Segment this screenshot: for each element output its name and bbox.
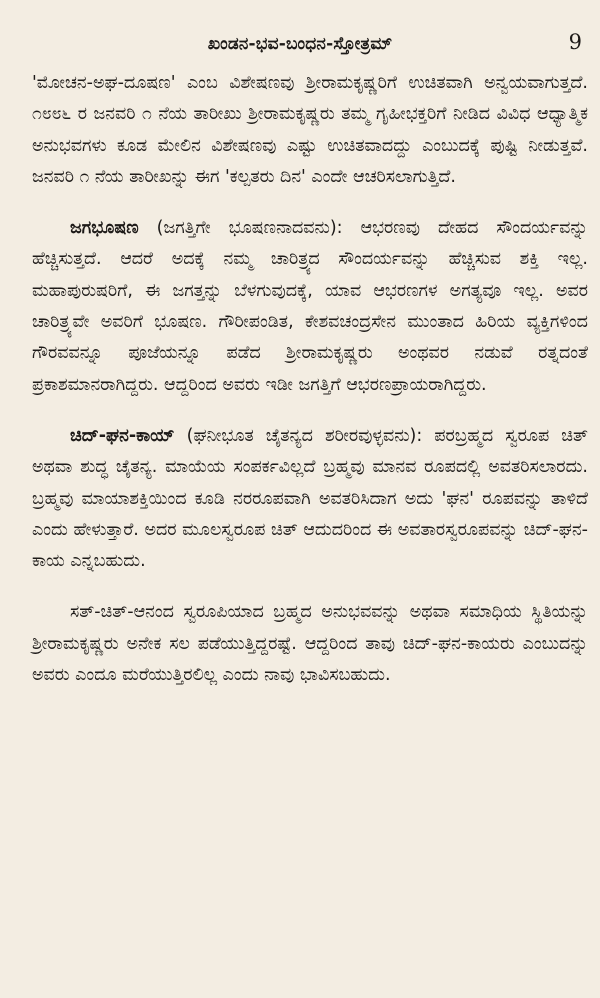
paragraph-text: 'ಮೋಚನ-ಅಘ-ದೂಷಣ' ಎಂಬ ವಿಶೇಷಣವು ಶ್ರೀರಾಮಕೃಷ್ಣರಿಗೆ ಉಚಿತವಾಗಿ ಅನ್ವಯವಾಗುತ್ತದೆ. ೧೮೮೬ ರ ಜನವರಿ ೧ ನೆಯ ತಾರೀಖು ಶ್ರೀರಾಮಕೃಷ್ಣರು ತಮ್ಮ ಗೃಹೀಭಕ್ತರಿಗೆ ನೀಡಿದ ವಿವಿಧ ಆಧ್ಯಾತ್ಮಿಕ ಅನುಭವಗಳು ಕೂಡ ಮೇಲಿನ ವಿಶೇಷಣವು ಎಷ್ಟು ಉಚಿತವಾದದ್ದು ಎಂಬುದಕ್ಕೆ ಪುಷ್ಟಿ ನೀಡುತ್ತವೆ. ಜನವರಿ ೧ ನೆಯ ತಾರೀಖನ್ನು ಈಗ 'ಕಲ್ಪತರು ದಿನ' ಎಂದೇ ಆಚರಿಸಲಾಗುತ್ತಿದೆ. xyxy=(32,73,588,187)
paragraph-moochana xyxy=(32,68,588,193)
page-header xyxy=(0,30,600,60)
paragraph-text: (ಘನೀಭೂತ ಚೈತನ್ಯದ ಶರೀರವುಳ್ಳವನು): ಪರಬ್ರಹ್ಮದ ಸ್ವರೂಪ ಚಿತ್ ಅಥವಾ ಶುದ್ಧ ಚೈತನ್ಯ. ಮಾಯೆಯ ಸಂಪರ್ಕವಿಲ್ಲದೆ ಬ್ರಹ್ಮವು ಮಾನವ ರೂಪದಲ್ಲಿ ಅವತರಿಸಲಾರದು. ಬ್ರಹ್ಮವು ಮಾಯಾಶಕ್ತಿಯಿಂದ ಕೂಡಿ ನರರೂಪವಾಗಿ ಅವತರಿಸಿದಾಗ ಅದು 'ಘನ' ರೂಪವನ್ನು ತಾಳಿದೆ ಎಂದು ಹೇಳುತ್ತಾರೆ. ಅದರ ಮೂಲಸ್ವರೂಪ ಚಿತ್ ಆದುದರಿಂದ ಈ ಅವತಾರಸ್ವರೂಪವನ್ನು ಚಿದ್-ಘನ-ಕಾಯ ಎನ್ನಬಹುದು. xyxy=(32,425,588,572)
paragraph-chidghanakaya xyxy=(32,421,588,577)
paragraph-gap xyxy=(32,577,588,597)
paragraph-satchitananda xyxy=(32,597,588,691)
paragraph-jagabhushana xyxy=(32,213,588,401)
running-title: ಖಂಡನ-ಭವ-ಬಂಧನ-ಸ್ತೋತ್ರಮ್ xyxy=(207,34,393,54)
paragraph-gap xyxy=(32,193,588,213)
page-number: 9 xyxy=(568,30,582,54)
paragraph-text: ಸತ್-ಚಿತ್-ಆನಂದ ಸ್ವರೂಪಿಯಾದ ಬ್ರಹ್ಮದ ಅನುಭವವನ್ನು ಅಥವಾ ಸಮಾಧಿಯ ಸ್ಥಿತಿಯನ್ನು ಶ್ರೀರಾಮಕೃಷ್ಣರು ಅನೇಕ ಸಲ ಪಡೆಯುತ್ತಿದ್ದರಷ್ಟೆ. ಆದ್ದರಿಂದ ತಾವು ಚಿದ್-ಘನ-ಕಾಯರು ಎಂಬುದನ್ನು ಅವರು ಎಂದೂ ಮರೆಯುತ್ತಿರಲಿಲ್ಲ ಎಂದು ನಾವು ಭಾವಿಸಬಹುದು. xyxy=(32,602,588,686)
paragraph-text: (ಜಗತ್ತಿಗೇ ಭೂಷಣನಾದವನು): ಆಭರಣವು ದೇಹದ ಸೌಂದರ್ಯವನ್ನು ಹೆಚ್ಚಿಸುತ್ತದೆ. ಆದರೆ ಅದಕ್ಕೆ ನಮ್ಮ ಚಾರಿತ್ರ್ಯದ ಸೌಂದರ್ಯವನ್ನು ಹೆಚ್ಚಿಸುವ ಶಕ್ತಿ ಇಲ್ಲ. ಮಹಾಪುರುಷರಿಗೆ, ಈ ಜಗತ್ತನ್ನು ಬೆಳಗುವುದಕ್ಕೆ, ಯಾವ ಆಭರಣಗಳ ಅಗತ್ಯವೂ ಇಲ್ಲ. ಅವರ ಚಾರಿತ್ರ್ಯವೇ ಅವರಿಗೆ ಭೂಷಣ. ಗೌರೀಪಂಡಿತ, ಕೇಶವಚಂದ್ರಸೇನ ಮುಂತಾದ ಹಿರಿಯ ವ್ಯಕ್ತಿಗಳಿಂದ ಗೌರವವನ್ನೂ ಪೂಜೆಯನ್ನೂ ಪಡೆದ ಶ್ರೀರಾಮಕೃಷ್ಣರು ಅಂಥವರ ನಡುವೆ ರತ್ನದಂತೆ ಪ್ರಕಾಶಮಾನರಾಗಿದ್ದರು. ಆದ್ದರಿಂದ ಅವರು ಇಡೀ ಜಗತ್ತಿಗೆ ಆಭರಣಪ್ರಾಯರಾಗಿದ್ದರು. xyxy=(32,218,588,395)
paragraph-gap xyxy=(32,401,588,421)
term-chidghanakaya: ಚಿದ್-ಘನ-ಕಾಯ್ xyxy=(70,425,175,446)
term-jagabhushana: ಜಗಭೂಷಣ xyxy=(70,218,139,239)
page-body xyxy=(32,68,588,691)
